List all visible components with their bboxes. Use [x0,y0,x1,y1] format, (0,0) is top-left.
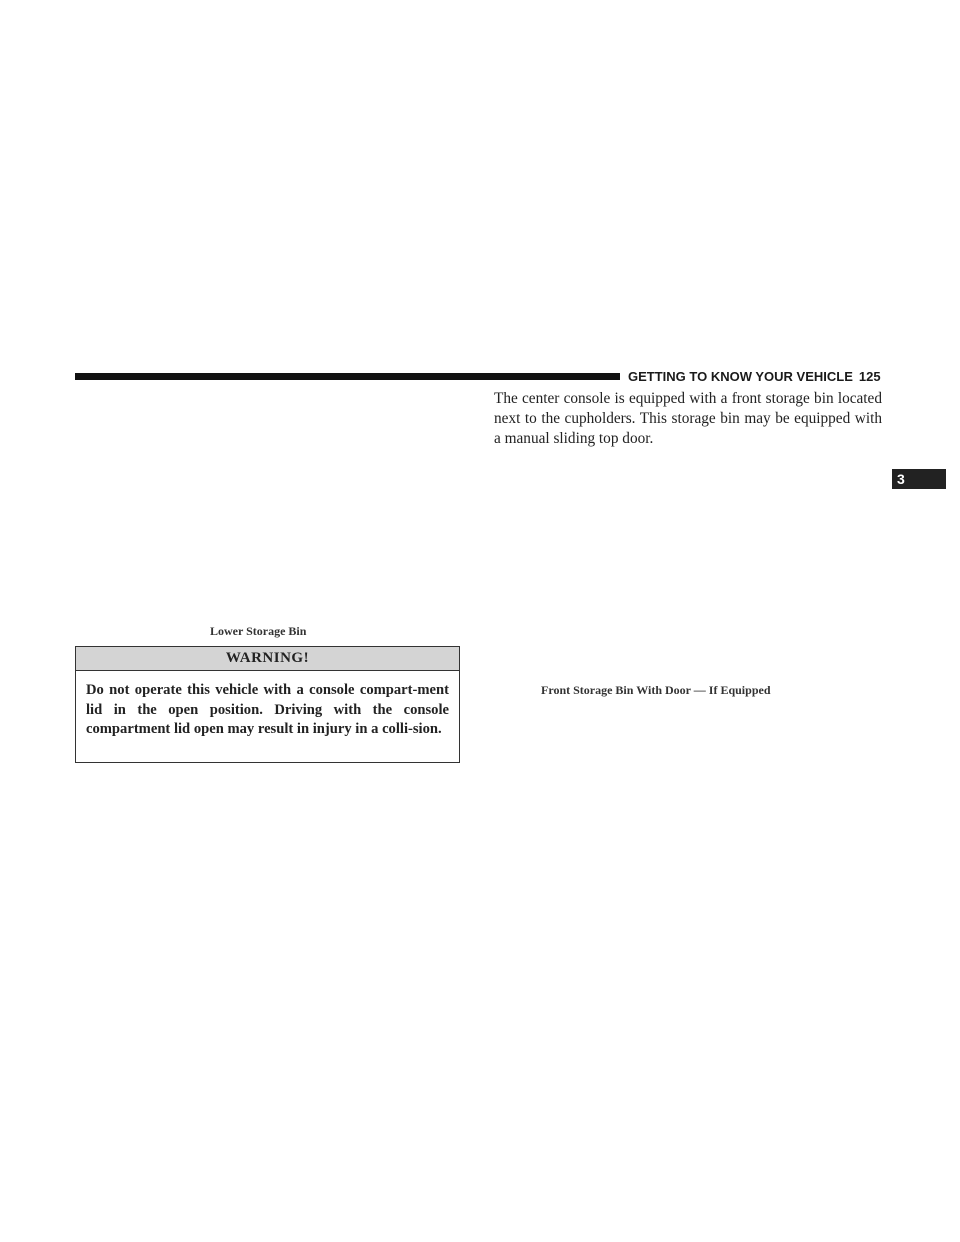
chapter-tab [892,469,946,489]
figure-caption-front-storage-bin: Front Storage Bin With Door — If Equipped [541,683,771,697]
header-rule [75,373,620,380]
chapter-number: 3 [897,471,905,487]
warning-title: WARNING! [76,647,459,671]
running-header [628,369,882,385]
warning-text: Do not operate this vehicle with a console compart-ment lid in the open position. Driving with the console compartment lid open may result in injury in a colli-sion. [86,682,449,737]
page-number: 125 [858,369,881,384]
intro-paragraph: The center console is equipped with a front storage bin located next to the cupholders. This storage bin may be equipped with a manual sliding top door. [494,390,882,447]
section-title: GETTING TO KNOW YOUR VEHICLE [628,369,853,384]
figure-caption-lower-storage-bin: Lower Storage Bin [210,624,307,638]
warning-box [75,646,460,763]
